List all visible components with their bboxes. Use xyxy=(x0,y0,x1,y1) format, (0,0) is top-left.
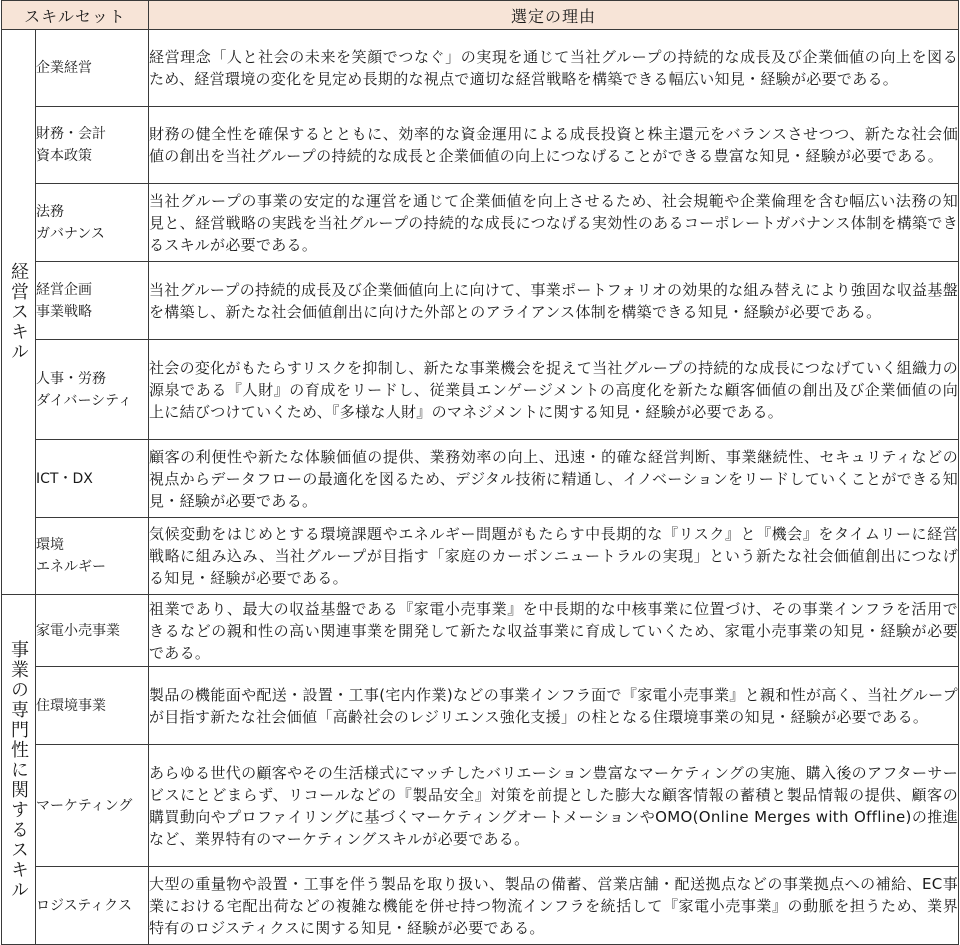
skill-line: ダイバーシティ xyxy=(36,392,133,409)
skill-name xyxy=(36,340,149,440)
reason-header: 選定の理由 xyxy=(149,1,959,30)
table-row xyxy=(2,340,959,440)
skillset-header: スキルセット xyxy=(2,1,149,30)
reason-text: 当社グループの事業の安定的な運営を通じて企業価値を向上させるため、社会規範や企業倫理を含む幅広い法務の知見と、経営戦略の実践を当社グループの持続的な成長につなげる実効性のあるコーポレートガバナンス体制を構築できるスキルが必要である。 xyxy=(149,184,959,262)
skill-name xyxy=(36,745,149,867)
table-row xyxy=(2,262,959,340)
skill-line: ICT・DX xyxy=(36,470,93,487)
reason-text: 気候変動をはじめとする環境課題やエネルギー問題がもたらす中長期的な『リスク』と『機会』をタイムリーに経営戦略に組み込み、当社グループが目指す「家庭のカーボンニュートラルの実現」という新たな社会価値創出につなげる知見・経験が必要である。 xyxy=(149,518,959,595)
skill-line: 資本政策 xyxy=(36,148,92,164)
skill-line: 法務 xyxy=(36,203,64,220)
table-row xyxy=(2,745,959,867)
table-header-row xyxy=(2,1,959,30)
skill-name xyxy=(36,440,149,518)
skill-line: エネルギー xyxy=(36,559,106,575)
skill-line: マーケティング xyxy=(36,797,133,814)
reason-text: 祖業であり、最大の収益基盤である『家電小売事業』を中長期的な中核事業に位置づけ、その事業インフラを活用できるなどの親和性の高い関連事業を開発して新たな収益事業に育成していくため、家電小売事業の知見・経験が必要である。 xyxy=(149,595,959,667)
table-row xyxy=(2,440,959,518)
group-label-management: 経営スキル xyxy=(2,30,36,595)
reason-text: 経営理念「人と社会の未来を笑顔でつなぐ」の実現を通じて当社グループの持続的な成長及び企業価値の向上を図るため、経営環境の変化を見定め長期的な視点で適切な経営戦略を構築できる幅広い知見・経験が必要である。 xyxy=(149,30,959,107)
reason-text: 当社グループの持続的成長及び企業価値向上に向けて、事業ポートフォリオの効果的な組み替えにより強固な収益基盤を構築し、新たな社会価値創出に向けた外部とのアライアンス体制を構築できる知見・経験が必要である。 xyxy=(149,262,959,340)
reason-text: 社会の変化がもたらすリスクを抑制し、新たな事業機会を捉えて当社グループの持続的な成長につなげていく組織力の源泉である『人財』の育成をリードし、従業員エンゲージメントの高度化を新たな顧客価値の創出及び企業価値の向上に結びつけていくため、『多様な人財』のマネジメントに関する知見・経験が必要である。 xyxy=(149,340,959,440)
skill-selection-table xyxy=(1,0,959,945)
skill-line: 経営企画 xyxy=(36,281,92,298)
skill-name xyxy=(36,262,149,340)
skill-line: 環境 xyxy=(36,537,64,553)
skill-name xyxy=(36,107,149,184)
reason-text: 財務の健全性を確保するとともに、効率的な資金運用による成長投資と株主還元をバランスさせつつ、新たな社会価値の創出を当社グループの持続的な成長と企業価値の向上につなげることができる豊富な知見・経験が必要である。 xyxy=(149,107,959,184)
skill-line: ガバナンス xyxy=(36,225,105,242)
skill-name xyxy=(36,595,149,667)
skill-name xyxy=(36,184,149,262)
skill-line: 財務・会計 xyxy=(36,126,106,142)
table-row xyxy=(2,184,959,262)
skill-line: 事業戦略 xyxy=(36,303,92,320)
skill-line: 住環境事業 xyxy=(36,697,106,714)
skill-name xyxy=(36,867,149,945)
skill-line: 人事・労務 xyxy=(36,370,106,387)
table-row xyxy=(2,518,959,595)
skill-line: 企業経営 xyxy=(36,60,92,76)
reason-text: 顧客の利便性や新たな体験価値の提供、業務効率の向上、迅速・的確な経営判断、事業継続性、セキュリティなどの視点からデータフローの最適化を図るため、デジタル技術に精通し、イノベーションをリードしていくことができる知見・経験が必要である。 xyxy=(149,440,959,518)
table-row xyxy=(2,667,959,745)
table-row xyxy=(2,107,959,184)
skill-line: 家電小売事業 xyxy=(36,622,120,639)
reason-text: あらゆる世代の顧客やその生活様式にマッチしたバリエーション豊富なマーケティングの実施、購入後のアフターサービスにとどまらず、リコールなどの『製品安全』対策を前提とした膨大な顧客情報の蓄積と製品情報の提供、顧客の購買動向やプロファイリングに基づくマーケティングオートメーションやOMO(Online Merges with Offline)の推進など、業界特有のマーケティングスキルが必要である。 xyxy=(149,745,959,867)
skill-name xyxy=(36,667,149,745)
table-row xyxy=(2,595,959,667)
group-label-business-expertise: 事業の専門性に関するスキル xyxy=(2,595,36,945)
skill-line: ロジスティクス xyxy=(36,897,133,914)
skill-name xyxy=(36,518,149,595)
reason-text: 製品の機能面や配送・設置・工事(宅内作業)などの事業インフラ面で『家電小売事業』と親和性が高く、当社グループが目指す新たな社会価値「高齢社会のレジリエンス強化支援」の柱となる住環境事業の知見・経験が必要である。 xyxy=(149,667,959,745)
table-row xyxy=(2,867,959,945)
skill-name xyxy=(36,30,149,107)
reason-text: 大型の重量物や設置・工事を伴う製品を取り扱い、製品の備蓄、営業店舗・配送拠点などの事業拠点への補給、EC事業における宅配出荷などの複雑な機能を併せ持つ物流インフラを統括して『家電小売事業』の動脈を担うため、業界特有のロジスティクスに関する知見・経験が必要である。 xyxy=(149,867,959,945)
table-row xyxy=(2,30,959,107)
